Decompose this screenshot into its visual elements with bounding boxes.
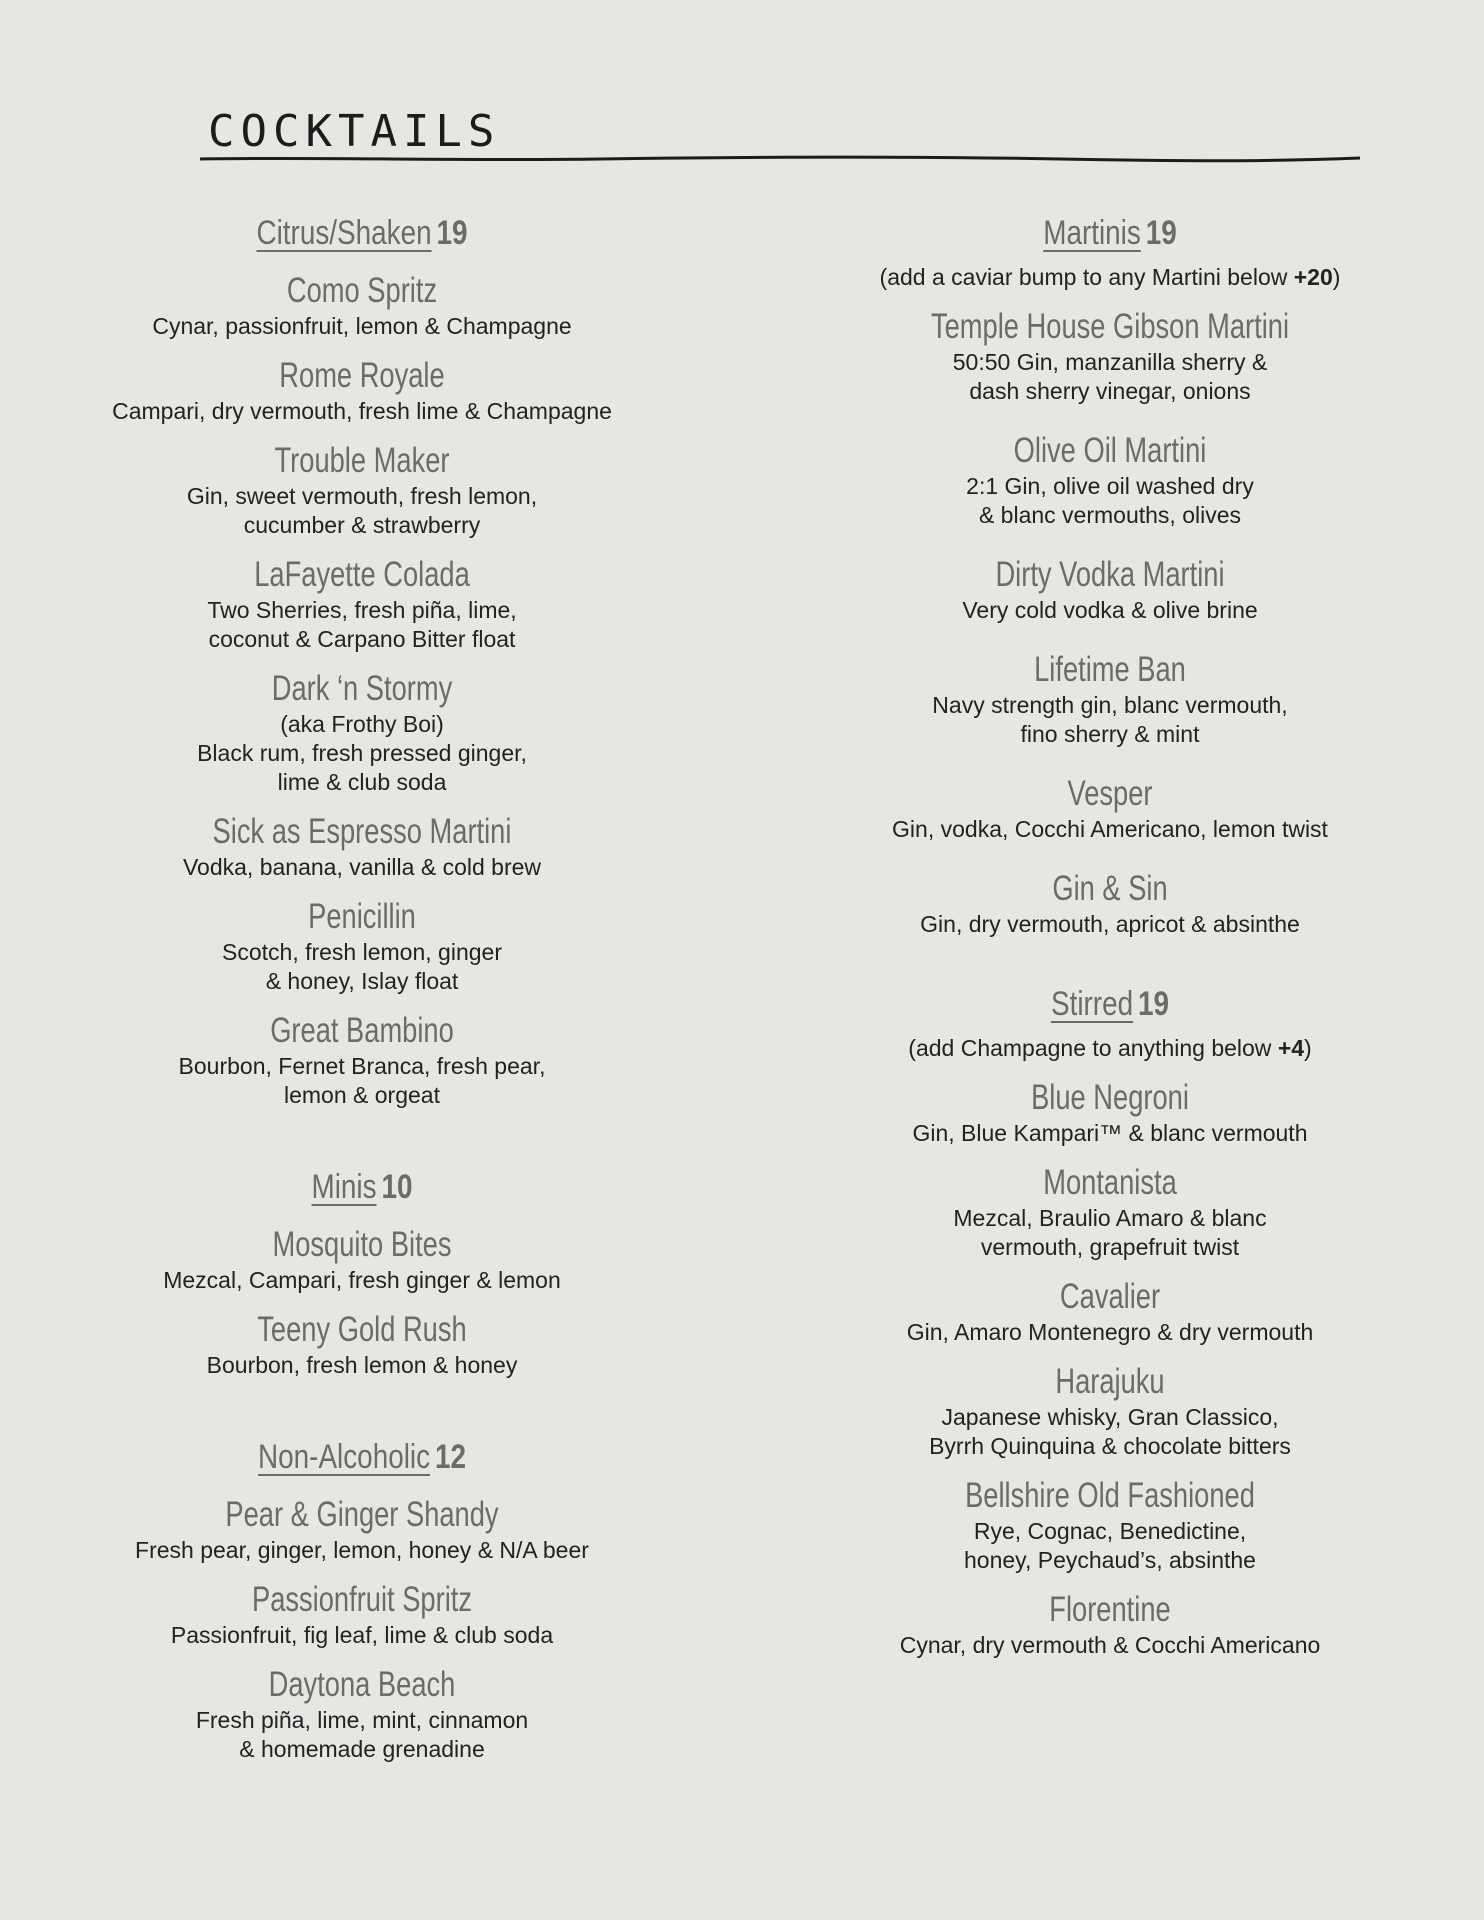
section-heading (108, 210, 616, 256)
section-price: 19 (436, 214, 468, 252)
item-name: Dark ‘n Stormy (271, 669, 453, 708)
section-title: Citrus/Shaken (256, 214, 432, 252)
item-description: Scotch, fresh lemon, ginger & honey, Islay float (222, 939, 502, 994)
item-description: 50:50 Gin, manzanilla sherry & dash sherry vinegar, onions (952, 349, 1268, 404)
section-title: Non-Alcoholic (258, 1438, 431, 1476)
item-name: LaFayette Colada (254, 555, 470, 594)
note-text: (add Champagne to anything below (908, 1035, 1278, 1061)
item-name: Lifetime Ban (1034, 650, 1186, 689)
menu-item (52, 668, 672, 797)
item-name: Mosquito Bites (272, 1225, 452, 1264)
item-name: Dirty Vodka Martini (995, 555, 1225, 594)
section-heading (108, 1434, 616, 1480)
item-description: Mezcal, Campari, fresh ginger & lemon (163, 1267, 561, 1293)
section-title: Martinis (1043, 214, 1141, 252)
menu-item (52, 811, 672, 882)
menu-item (800, 773, 1420, 844)
section-heading (856, 210, 1364, 256)
item-description: Campari, dry vermouth, fresh lime & Champagne (112, 398, 612, 424)
menu-item (52, 554, 672, 654)
item-name: Cavalier (1059, 1277, 1161, 1316)
item-name: Sick as Espresso Martini (212, 812, 512, 851)
section-martinis (800, 210, 1420, 939)
item-name: Bellshire Old Fashioned (965, 1476, 1255, 1515)
item-name: Montanista (1043, 1163, 1177, 1202)
item-description: Gin, Amaro Montenegro & dry vermouth (906, 1319, 1314, 1345)
item-name: Pear & Ginger Shandy (225, 1495, 499, 1534)
menu-item (52, 1309, 672, 1380)
item-description: Fresh pear, ginger, lemon, honey & N/A beer (135, 1537, 589, 1563)
menu-item (800, 1361, 1420, 1461)
section-price: 19 (1145, 214, 1177, 252)
section-minis (52, 1164, 672, 1380)
item-name: Daytona Beach (268, 1665, 456, 1704)
title-underline (200, 152, 1360, 166)
item-description: Cynar, dry vermouth & Cocchi Americano (899, 1632, 1321, 1658)
item-description: Very cold vodka & olive brine (962, 597, 1258, 623)
menu-item (52, 270, 672, 341)
left-column (52, 210, 672, 1764)
item-description: 2:1 Gin, olive oil washed dry & blanc vermouths, olives (966, 473, 1254, 528)
item-description: Vodka, banana, vanilla & cold brew (182, 854, 542, 880)
menu-item (800, 1475, 1420, 1575)
item-description: Mezcal, Braulio Amaro & blanc vermouth, grapefruit twist (953, 1205, 1267, 1260)
section-title: Stirred (1050, 985, 1134, 1023)
item-description: Bourbon, fresh lemon & honey (206, 1352, 518, 1378)
section-heading (856, 981, 1364, 1027)
item-name: Olive Oil Martini (1013, 431, 1207, 470)
item-description: Gin, sweet vermouth, fresh lemon, cucumber & strawberry (186, 483, 538, 538)
item-name: Harajuku (1055, 1362, 1165, 1401)
item-description: Fresh piña, lime, mint, cinnamon & homemade grenadine (195, 1707, 529, 1762)
menu-header (200, 100, 1360, 170)
menu-item (800, 554, 1420, 625)
menu-item (800, 1162, 1420, 1262)
menu-item (52, 1494, 672, 1565)
section-note (800, 262, 1420, 292)
menu-item (800, 1589, 1420, 1660)
section-title: Minis (311, 1168, 377, 1206)
menu-item (52, 355, 672, 426)
note-price: +20 (1293, 264, 1333, 290)
section-heading (108, 1164, 616, 1210)
item-name: Penicillin (308, 897, 416, 936)
menu-item (52, 1224, 672, 1295)
item-description: Gin, dry vermouth, apricot & absinthe (920, 911, 1300, 937)
note-close: ) (1332, 264, 1341, 290)
item-description: Navy strength gin, blanc vermouth, fino sherry & mint (932, 692, 1288, 747)
item-name: Rome Royale (279, 356, 445, 395)
section-price: 12 (434, 1438, 466, 1476)
menu-item (800, 868, 1420, 939)
section-price: 10 (381, 1168, 413, 1206)
item-name: Como Spritz (286, 271, 438, 310)
menu-item (52, 1010, 672, 1110)
menu-item (800, 649, 1420, 749)
note-text: (add a caviar bump to any Martini below (879, 264, 1294, 290)
item-description: Passionfruit, fig leaf, lime & club soda (170, 1622, 554, 1648)
item-description: Two Sherries, fresh piña, lime, coconut & Carpano Bitter float (207, 597, 517, 652)
item-description: Gin, vodka, Cocchi Americano, lemon twist (892, 816, 1328, 842)
item-description: Japanese whisky, Gran Classico, Byrrh Quinquina & chocolate bitters (929, 1404, 1291, 1459)
item-name: Great Bambino (270, 1011, 454, 1050)
note-price: +4 (1277, 1035, 1305, 1061)
item-name: Temple House Gibson Martini (930, 307, 1290, 346)
right-column (800, 210, 1420, 1660)
page-title: COCKTAILS (208, 106, 501, 157)
item-name: Blue Negroni (1031, 1078, 1189, 1117)
item-name: Vesper (1067, 774, 1153, 813)
item-name: Gin & Sin (1052, 869, 1168, 908)
item-description: Gin, Blue Kampari™ & blanc vermouth (912, 1120, 1308, 1146)
menu-item (52, 896, 672, 996)
section-stirred (800, 981, 1420, 1660)
menu-item (800, 306, 1420, 406)
item-name: Trouble Maker (274, 441, 450, 480)
menu-item (52, 1579, 672, 1650)
section-price: 19 (1138, 985, 1170, 1023)
menu-item (800, 1077, 1420, 1148)
section-note (800, 1033, 1420, 1063)
item-description: Cynar, passionfruit, lemon & Champagne (152, 313, 572, 339)
menu-item (800, 430, 1420, 530)
item-description: Rye, Cognac, Benedictine, honey, Peychaud’s, absinthe (964, 1518, 1256, 1573)
section-non-alcoholic (52, 1434, 672, 1764)
item-description: (aka Frothy Boi) Black rum, fresh pressed ginger, lime & club soda (197, 711, 527, 795)
note-close: ) (1304, 1035, 1312, 1061)
item-name: Florentine (1049, 1590, 1171, 1629)
section-citrus-shaken (52, 210, 672, 1110)
item-name: Teeny Gold Rush (257, 1310, 467, 1349)
menu-item (52, 1664, 672, 1764)
item-description: Bourbon, Fernet Branca, fresh pear, lemon & orgeat (178, 1053, 546, 1108)
menu-item (800, 1276, 1420, 1347)
item-name: Passionfruit Spritz (251, 1580, 473, 1619)
menu-item (52, 440, 672, 540)
